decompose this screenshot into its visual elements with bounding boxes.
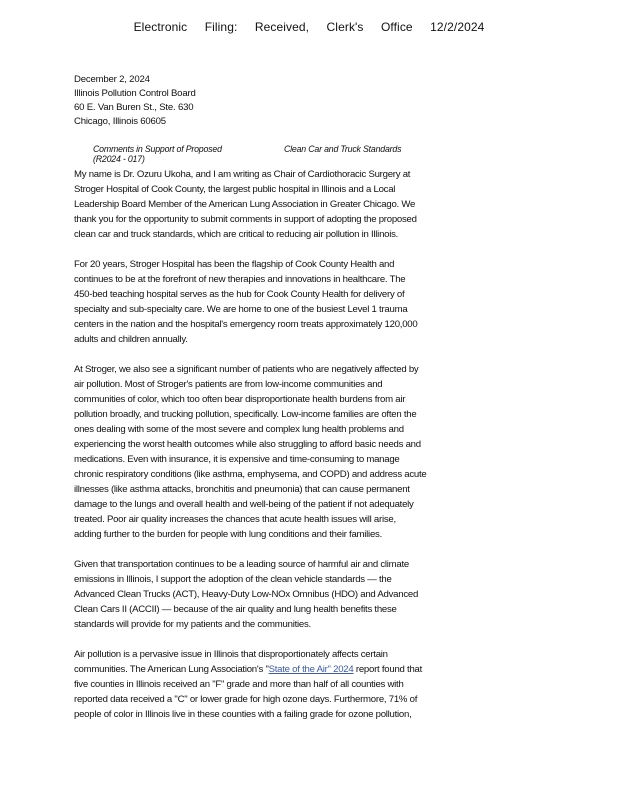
- paragraph-line: At Stroger, we also see a significant number of patients who are negatively affected by: [74, 364, 419, 375]
- paragraph-line: Advanced Clean Trucks (ACT), Heavy-Duty Low-NOx Omnibus (HDO) and Advanced: [74, 589, 419, 600]
- paragraph-line: air pollution. Most of Stroger's patients are from low-income communities and: [74, 379, 383, 390]
- paragraph-intro: [74, 167, 532, 242]
- paragraph-line: For 20 years, Stroger Hospital has been the flagship of Cook County Health and: [74, 259, 395, 270]
- state-of-the-air-report-link[interactable]: State of the Air" 2024: [268, 664, 354, 675]
- paragraph-line: emissions in Illinois, I support the adoption of the clean vehicle standards — the: [74, 574, 392, 585]
- letter-date: December 2, 2024: [74, 74, 150, 85]
- paragraph-line: chronic respiratory conditions (like asthma, emphysema, and COPD) and address acute: [74, 469, 427, 480]
- paragraph-line: reported data received a "C" or lower grade for high ozone days. Furthermore, 71% of: [74, 694, 418, 705]
- paragraph-air-pollution: [74, 647, 532, 722]
- paragraph-line: centers in the nation and the hospital's emergency room treats approximately 120,000: [74, 319, 418, 330]
- paragraph-line: continues to be at the forefront of new therapies and innovations in healthcare. The: [74, 274, 406, 285]
- recipient-address-block: [74, 73, 196, 129]
- paragraph-hospital: [74, 257, 532, 347]
- paragraph-support: [74, 557, 532, 632]
- paragraph-line: communities of color, which too often bear disproportionate health burdens from air: [74, 394, 406, 405]
- paragraph-line: standards will provide for my patients and the communities.: [74, 619, 311, 630]
- paragraph-line: people of color in Illinois live in these counties with a failing grade for ozone pollution,: [74, 709, 412, 720]
- paragraph-line: adults and children annually.: [74, 334, 188, 345]
- paragraph-line: ones dealing with some of the most severe and complex lung health problems and: [74, 424, 404, 435]
- paragraph-line: My name is Dr. Ozuru Ukoha, and I am writing as Chair of Cardiothoracic Surgery at: [74, 169, 411, 180]
- paragraph-line: thank you for the opportunity to submit comments in support of adopting the proposed: [74, 214, 417, 225]
- paragraph-line: Clean Cars II (ACCII) — because of the air quality and lung health benefits these: [74, 604, 397, 615]
- paragraph-line: Air pollution is a pervasive issue in Illinois that disproportionately affects certain: [74, 649, 388, 660]
- paragraph-line-with-link[interactable]: [74, 662, 532, 677]
- paragraph-patients: [74, 362, 532, 542]
- link-line-after: report found that: [353, 664, 423, 675]
- paragraph-line: damage to the lungs and overall health and well-being of the patient if not adequately: [74, 499, 414, 510]
- letter-body: [74, 167, 532, 737]
- paragraph-line: illnesses (like asthma attacks, bronchitis and pneumonia) that can cause permanent: [74, 484, 410, 495]
- recipient-org: Illinois Pollution Control Board: [74, 88, 196, 99]
- subject-docket: (R2024 - 017): [93, 154, 145, 164]
- paragraph-line: adding further to the burden for people with lung conditions and their families.: [74, 529, 382, 540]
- paragraph-line: specialty and sub-specialty care. We are home to one of the busiest Level 1 trauma: [74, 304, 408, 315]
- subject-left: Comments in Support of Proposed: [93, 144, 222, 154]
- subject-line: [93, 144, 523, 164]
- paragraph-line: pollution broadly, and trucking pollution, specifically. Low-income families are often the: [74, 409, 417, 420]
- link-line-before: communities. The American Lung Association's ": [74, 664, 269, 675]
- paragraph-line: 450-bed teaching hospital serves as the hub for Cook County Health for delivery of: [74, 289, 405, 300]
- filing-stamp-header: Electronic Filing: Received, Clerk's Office 12/2/2024: [133, 20, 485, 34]
- subject-middle: Clean Car and Truck Standards: [284, 144, 402, 154]
- paragraph-line: Leadership Board Member of the American Lung Association in Greater Chicago. We: [74, 199, 416, 210]
- paragraph-line: Given that transportation continues to be a leading source of harmful air and climate: [74, 559, 409, 570]
- paragraph-line: Stroger Hospital of Cook County, the largest public hospital in Illinois and a Local: [74, 184, 396, 195]
- recipient-street: 60 E. Van Buren St., Ste. 630: [74, 102, 194, 113]
- paragraph-line: medications. Even with insurance, it is expensive and time-consuming to manage: [74, 454, 400, 465]
- paragraph-line: clean car and truck standards, which are critical to reducing air pollution in Illinois.: [74, 229, 399, 240]
- paragraph-line: five counties in Illinois received an "F" grade and more than half of all counties with: [74, 679, 404, 690]
- paragraph-line: treated. Poor air quality increases the chances that acute health issues will arise,: [74, 514, 396, 525]
- recipient-city: Chicago, Illinois 60605: [74, 116, 166, 127]
- paragraph-line: experiencing the worst health outcomes while also struggling to afford basic needs and: [74, 439, 421, 450]
